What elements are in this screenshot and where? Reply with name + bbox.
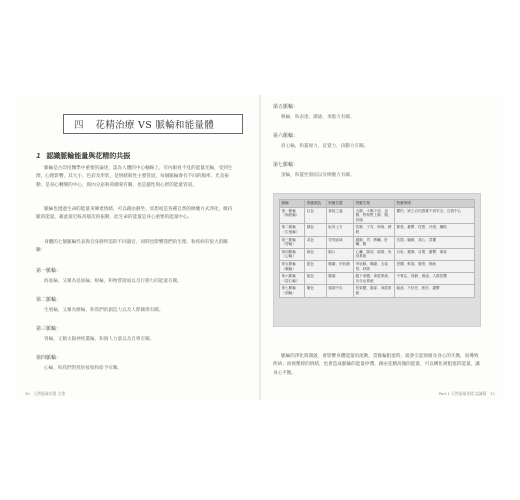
left-page xyxy=(15,95,259,400)
table-cell: 頭頂中央 xyxy=(326,285,353,297)
section-number: 1 xyxy=(36,152,41,160)
table-cell: 懼怕、缺乏自信感覺不到安全、自我中心 xyxy=(395,207,475,224)
page-number: 31 xyxy=(490,391,495,396)
table-cell: 疑惑、不信任、挫折、憂鬱 xyxy=(395,285,475,297)
table-cell: 胃的區域 xyxy=(326,236,353,248)
table-cell: 第三脈輪（胃輪） xyxy=(280,236,305,248)
table-cell: 黃色 xyxy=(305,236,326,248)
chakra-desc: 眉心輪，和靈視力、直覺力、決斷力有關。 xyxy=(281,144,369,149)
chakra-label: 第二脈輪： xyxy=(36,297,62,303)
chakra-label: 第五脈輪： xyxy=(273,104,299,110)
paragraph: 脈輪是古印度醫學中重要的論述，認為人體的中心軸線上，有內眼看不見的能量光輪，受到生理、心理影響，其大小、色彩及形狀，是情緒與性主要管道，每個脈輪會有不同的頻率、光及振動，是身心轉變的中心，與內分泌和荷爾蒙有關，也是靈性與心智的能量管道。 xyxy=(36,166,233,188)
table-header-cell: 對應情緒 xyxy=(395,200,475,208)
book-title: 天然能量花精 全書 xyxy=(33,391,66,396)
table-row xyxy=(280,273,475,285)
table-cell: 第七脈輪（頂輪） xyxy=(280,285,305,297)
paragraph: 脈輪的淨化與開啟，會影響身體能量的流動，當脈輪阻塞時，就會引起情緒及身心的失衡，而導致疾病；而被壓抑的情緒，也會造成脈輪的能量停滯，藉由花精高頻的能量，可以轉化被阻塞的能量，讓身心平衡。 xyxy=(273,354,480,376)
table-cell: 紅色 xyxy=(305,207,326,224)
paragraph: 脈輪也透過生命的能量來傳達情緒，可以藉由靜坐、冥想或是各種自然的療癒方式淨化，維持脈的能量，藉此接近較高層次的振動，此生命的能量是身心重要的能量中心。 xyxy=(36,207,233,221)
table-cell: 性腺、子宮、卵巢、膀胱 xyxy=(354,224,395,236)
table-cell: 第一脈輪（海底輪） xyxy=(280,207,305,224)
table-cell: 自私、猶豫、自閉、憂鬱、傷害 xyxy=(395,248,475,260)
table-cell: 大腸、小腸下部、直腸、腎與腎上腺、腿、骨頭 xyxy=(354,207,395,224)
book-spread xyxy=(15,95,505,400)
section-title-text: 認識脈輪能量與花精的共振 xyxy=(46,152,131,160)
table-header-cell: 對應位置 xyxy=(326,200,353,208)
table-cell: 靛色 xyxy=(305,273,326,285)
table-cell: 第六脈輪（眉心輪） xyxy=(280,273,305,285)
table-header-row xyxy=(280,200,475,208)
table-cell: 額頭 xyxy=(326,273,353,285)
table-header-cell: 對應生理 xyxy=(354,200,395,208)
table-cell: 第五脈輪（喉輪） xyxy=(280,260,305,272)
table-cell: 第二脈輪（生殖輪） xyxy=(280,224,305,236)
table-cell: 甲狀腺、喉嚨、支氣管、呼吸 xyxy=(354,260,395,272)
part-title: Part 1 天然能量花精 認識篇 xyxy=(438,391,487,396)
chakra-label: 第四脈輪： xyxy=(36,355,62,361)
chakra-desc: 生殖輪，又稱為臍輪，和我們的創造力以及人際關係有關。 xyxy=(44,308,164,313)
table-cell: 恐懼、軟弱、緊張、無助 xyxy=(395,260,475,272)
chakra-table xyxy=(279,199,475,298)
table-cell: 苦悶、驕傲、貪心、畏懼 xyxy=(395,236,475,248)
page-number: 30 xyxy=(25,391,30,396)
chakra-table-panel xyxy=(273,193,481,327)
section-title xyxy=(36,151,130,161)
table-cell: 綠色 xyxy=(305,248,326,260)
table-cell: 紫色 xyxy=(305,285,326,297)
chakra-label: 第一脈輪： xyxy=(36,268,62,274)
chakra-label: 第三脈輪： xyxy=(36,326,62,332)
table-cell: 心臟、肺部、循環、免疫系統 xyxy=(354,248,395,260)
table-cell: 橘色 xyxy=(305,224,326,236)
page-footer xyxy=(439,391,495,397)
chapter-heading-box xyxy=(63,114,243,134)
table-row xyxy=(280,224,475,236)
chakra-desc: 心輪，和我們對愛的接收和給予有關。 xyxy=(44,366,123,371)
chakra-desc: 胃輪，又稱太陽神經叢輪，和個人力量以及自尊有關。 xyxy=(44,337,155,342)
table-cell: 會陰之處 xyxy=(326,207,353,224)
table-cell: 不專注、孤僻、困惑、人際恐懼 xyxy=(395,273,475,285)
chakra-label: 第七脈輪： xyxy=(273,162,299,168)
table-row xyxy=(280,207,475,224)
table-cell: 緊張、憂鬱、性慾、冷漠、懶散 xyxy=(395,224,475,236)
table-header-cell: 對應顏色 xyxy=(305,200,326,208)
table-cell: 胸口 xyxy=(326,248,353,260)
table-cell: 第四脈輪（心輪） xyxy=(280,248,305,260)
table-header-cell: 脈輪 xyxy=(280,200,305,208)
chakra-label: 第六脈輪： xyxy=(273,133,299,139)
right-page xyxy=(261,95,505,400)
table-row xyxy=(280,285,475,297)
chakra-desc: 喉輪，和表達、溝通、承擔力有關。 xyxy=(281,115,355,120)
table-row xyxy=(280,248,475,260)
paragraph: 身體的七個脈輪代表與自身靜所需的不同器官，同時也影響我們的生理、和疾病有很大的關聯： xyxy=(36,240,228,254)
chakra-desc: 海底輪，又稱為基底輪、根輪，和物質層面以及行動力的能量有關。 xyxy=(44,279,182,284)
table-cell: 恥骨上方 xyxy=(326,224,353,236)
chapter-title: 花精治療 VS 脈輪和能量體 xyxy=(95,120,215,131)
table-cell: 藍色 xyxy=(305,260,326,272)
table-cell: 胰腺、胃、脾臟、肝臟、膽 xyxy=(354,236,395,248)
chakra-desc: 頂輪，和靈性層面以及療癒力有關。 xyxy=(281,173,355,178)
table-cell: 腦下垂體、神經系統、內分泌系統 xyxy=(354,273,395,285)
page-footer xyxy=(25,391,65,397)
chapter-number: 四 xyxy=(74,120,84,131)
table-row xyxy=(280,260,475,272)
table-cell: 喉嚨、甲狀腺 xyxy=(326,260,353,272)
table-row xyxy=(280,236,475,248)
table-cell: 松果體、腦部、神經系統 xyxy=(354,285,395,297)
